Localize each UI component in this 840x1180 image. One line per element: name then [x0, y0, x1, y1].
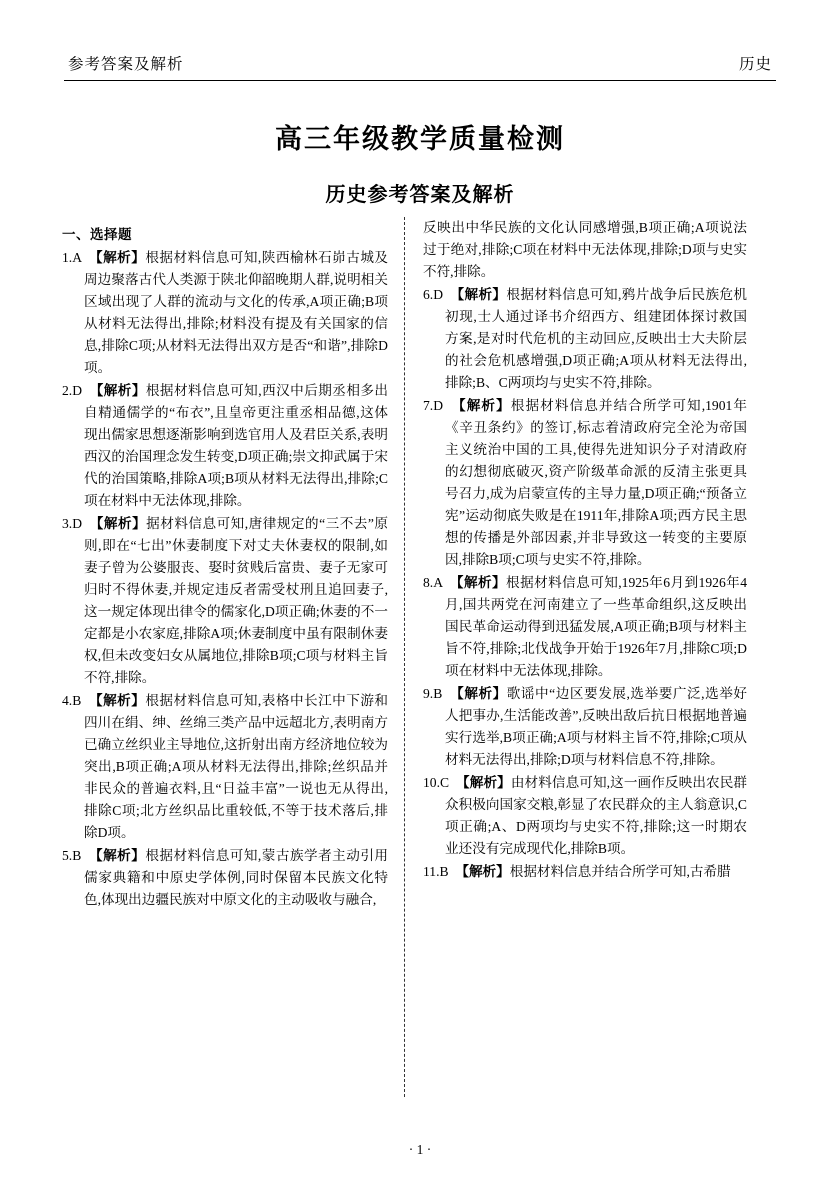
- analysis-tag: 【解析】: [462, 775, 511, 791]
- analysis-tag: 【解析】: [456, 686, 507, 702]
- answer-item-text: 根据材料信息可知,1925年6月到1926年4月,国共两党在河南建立了一些革命组织,这反映出国民革命运动得到迅猛发展,A项正确;B项与材料主旨不符,排除;北伐战争开始于1926年7月,排除C项;D项在材料中无法体现,排除。: [445, 575, 748, 679]
- analysis-tag: 【解析】: [458, 398, 511, 414]
- analysis-tag: 【解析】: [96, 516, 147, 532]
- answer-item: [62, 513, 388, 689]
- answer-item-text: 根据材料信息并结合所学可知,古希腊: [509, 864, 731, 880]
- answer-item: [62, 247, 388, 379]
- content-columns: [62, 217, 778, 1122]
- analysis-tag: 【解析】: [96, 383, 146, 399]
- answer-item-choice: C: [440, 775, 463, 791]
- running-head-left: 参考答案及解析: [68, 56, 184, 73]
- answer-item: [62, 690, 388, 844]
- answer-item: [423, 395, 747, 571]
- answer-item-number: 2.: [62, 383, 73, 399]
- analysis-tag: 【解析】: [95, 693, 146, 709]
- answer-item-body: [62, 380, 388, 512]
- answer-item: [423, 683, 747, 771]
- page-subtitle: 历史参考答案及解析: [325, 184, 515, 206]
- right-column: [407, 217, 747, 1122]
- answer-item-text: 根据材料信息并结合所学可知,1901年《辛丑条约》的签订,标志着清政府完全沦为帝国主义统治中国的工具,使得先进知识分子对清政府的幻想彻底破灭,资产阶级革命派的反清主张更具号召力,成为启蒙宣传的主导力量,D项正确;“预备立宪”运动彻底失败是在1911年,排除A项;西方民主思想的传播是外部因素,并非导致这一转变的主要原因,排除B项;C项与史实不符,排除。: [445, 398, 747, 568]
- answer-item-number: 1.: [62, 250, 73, 265]
- answer-item-body: [423, 395, 747, 571]
- analysis-tag: 【解析】: [462, 864, 510, 880]
- answer-item-number: 10.: [423, 775, 440, 791]
- answer-item-choice: A: [433, 575, 457, 591]
- answer-item-body: [423, 284, 747, 394]
- left-column: [62, 217, 402, 1122]
- page-number: · 1 ·: [408, 1142, 432, 1157]
- answer-item-number: 5.: [62, 848, 73, 864]
- answer-item: [423, 861, 747, 883]
- answer-item-number: 9.: [423, 686, 434, 702]
- answer-item-text: 根据材料信息可知,蒙古族学者主动引用儒家典籍和中原史学体例,同时保留本民族文化特色,体现出边疆民族对中原文化的主动吸收与融合,: [84, 848, 388, 908]
- answer-item-choice: B: [439, 864, 463, 880]
- analysis-tag: 【解析】: [456, 575, 507, 591]
- answer-item-body: [423, 772, 747, 860]
- answer-item-choice: A: [72, 250, 96, 265]
- answer-item-choice: B: [72, 848, 96, 864]
- answer-item-number: 3.: [62, 516, 73, 532]
- header-rule: [64, 80, 776, 81]
- answer-item-body: [62, 247, 388, 379]
- running-head: [62, 52, 778, 80]
- answer-item: [62, 845, 388, 911]
- answer-item: [423, 572, 747, 682]
- analysis-tag: 【解析】: [95, 848, 146, 864]
- answer-item-text: 根据材料信息可知,陕西榆林石峁古城及周边聚落古代人类源于陕北仰韶晚期人群,说明相关区域出现了人群的流动与文化的传承,A项正确;B项从材料无法得出,排除;材料没有提及有关国家的信息,排除C项;从材料无法得出双方是否“和谐”,排除D项。: [84, 250, 388, 376]
- analysis-tag: 【解析】: [95, 250, 146, 265]
- answer-item-body: [62, 513, 388, 689]
- answer-item-text: 根据材料信息可知,西汉中后期丞相多出自精通儒学的“布衣”,且皇帝更注重丞相品德,这体现出儒家思想逐渐影响到选官用人及君臣关系,表明西汉的治国理念发生转变,D项正确;崇文抑武属于宋代的治国策略,排除A项;B项从材料无法得出,排除;C项在材料中无法体现,排除。: [84, 383, 388, 509]
- answer-item-number: 7.: [423, 398, 434, 414]
- answer-item-number: 11.: [423, 864, 440, 880]
- section-label-choice: 一、选择题: [62, 227, 132, 242]
- answer-item-number: 8.: [423, 575, 434, 591]
- analysis-tag: 【解析】: [457, 287, 507, 303]
- answer-item-number: 4.: [62, 693, 73, 709]
- answer-item-text: 根据材料信息可知,表格中长江中下游和四川在绢、绅、丝绵三类产品中远超北方,表明南方已确立丝织业主导地位,这折射出南方经济地位较为突出,B项正确;A项从材料无法得出,排除;丝织品并非民众的普遍衣料,且“日益丰富”一说也无从得出,排除C项;北方丝织品比重较低,不等于技术落后,排除D项。: [84, 693, 388, 841]
- right-answer-list: [423, 217, 747, 883]
- page-title: 高三年级教学质量检测: [275, 124, 565, 154]
- page-footer: [0, 1142, 840, 1158]
- answer-item-body: [423, 572, 747, 682]
- answer-item-choice: D: [433, 287, 458, 303]
- answer-item-choice: D: [72, 383, 97, 399]
- answer-item-body: [423, 217, 747, 283]
- answer-item: [423, 772, 747, 860]
- column-divider: [404, 217, 405, 1097]
- answer-item: [423, 217, 747, 283]
- answer-item-body: [423, 861, 747, 883]
- answer-item: [423, 284, 747, 394]
- answer-item-choice: B: [72, 693, 96, 709]
- running-head-right: 历史: [738, 56, 772, 73]
- answer-item-choice: B: [433, 686, 457, 702]
- left-answer-list: [62, 247, 388, 911]
- answer-item-body: [423, 683, 747, 771]
- answer-item-body: [62, 690, 388, 844]
- answer-item-number: 6.: [423, 287, 434, 303]
- answer-item-text: 据材料信息可知,唐律规定的“三不去”原则,即在“七出”休妻制度下对丈夫休妻权的限制,如妻子曾为公婆服丧、娶时贫贱后富贵、妻子无家可归时不得休妻,并规定违反者需受杖刑且追回妻子,这一规定体现出律令的儒家化,D项正确;休妻的不一定都是小农家庭,排除A项;休妻制度中虽有限制休妻权,但未改变妇女从属地位,排除B项;C项与材料主旨不符,排除。: [84, 516, 388, 686]
- answer-item-body: [62, 845, 388, 911]
- answer-item-choice: D: [72, 516, 97, 532]
- answer-item-text: 根据材料信息可知,鸦片战争后民族危机初现,士人通过译书介绍西方、组建团体探讨救国方案,是对时代危机的主动回应,反映出士大夫阶层的社会危机感增强,D项正确;A项从材料无法得出,排除;B、C两项均与史实不符,排除。: [445, 287, 747, 391]
- answer-item-text: 由材料信息可知,这一画作反映出农民群众积极向国家交粮,彰显了农民群众的主人翁意识,C项正确;A、D两项均与史实不符,排除;这一时期农业还没有完成现代化,排除B项。: [445, 775, 747, 857]
- answer-item-text: 歌谣中“边区要发展,选举要广泛,选举好人把事办,生活能改善”,反映出敌后抗日根据地普遍实行选举,B项正确;A项与材料主旨不符,排除;C项从材料无法得出,排除;D项与材料信息不符,排除。: [445, 686, 747, 768]
- answer-item-text: 反映出中华民族的文化认同感增强,B项正确;A项说法过于绝对,排除;C项在材料中无法体现,排除;D项与史实不符,排除。: [423, 220, 747, 280]
- answer-item-choice: D: [433, 398, 459, 414]
- answer-item: [62, 380, 388, 512]
